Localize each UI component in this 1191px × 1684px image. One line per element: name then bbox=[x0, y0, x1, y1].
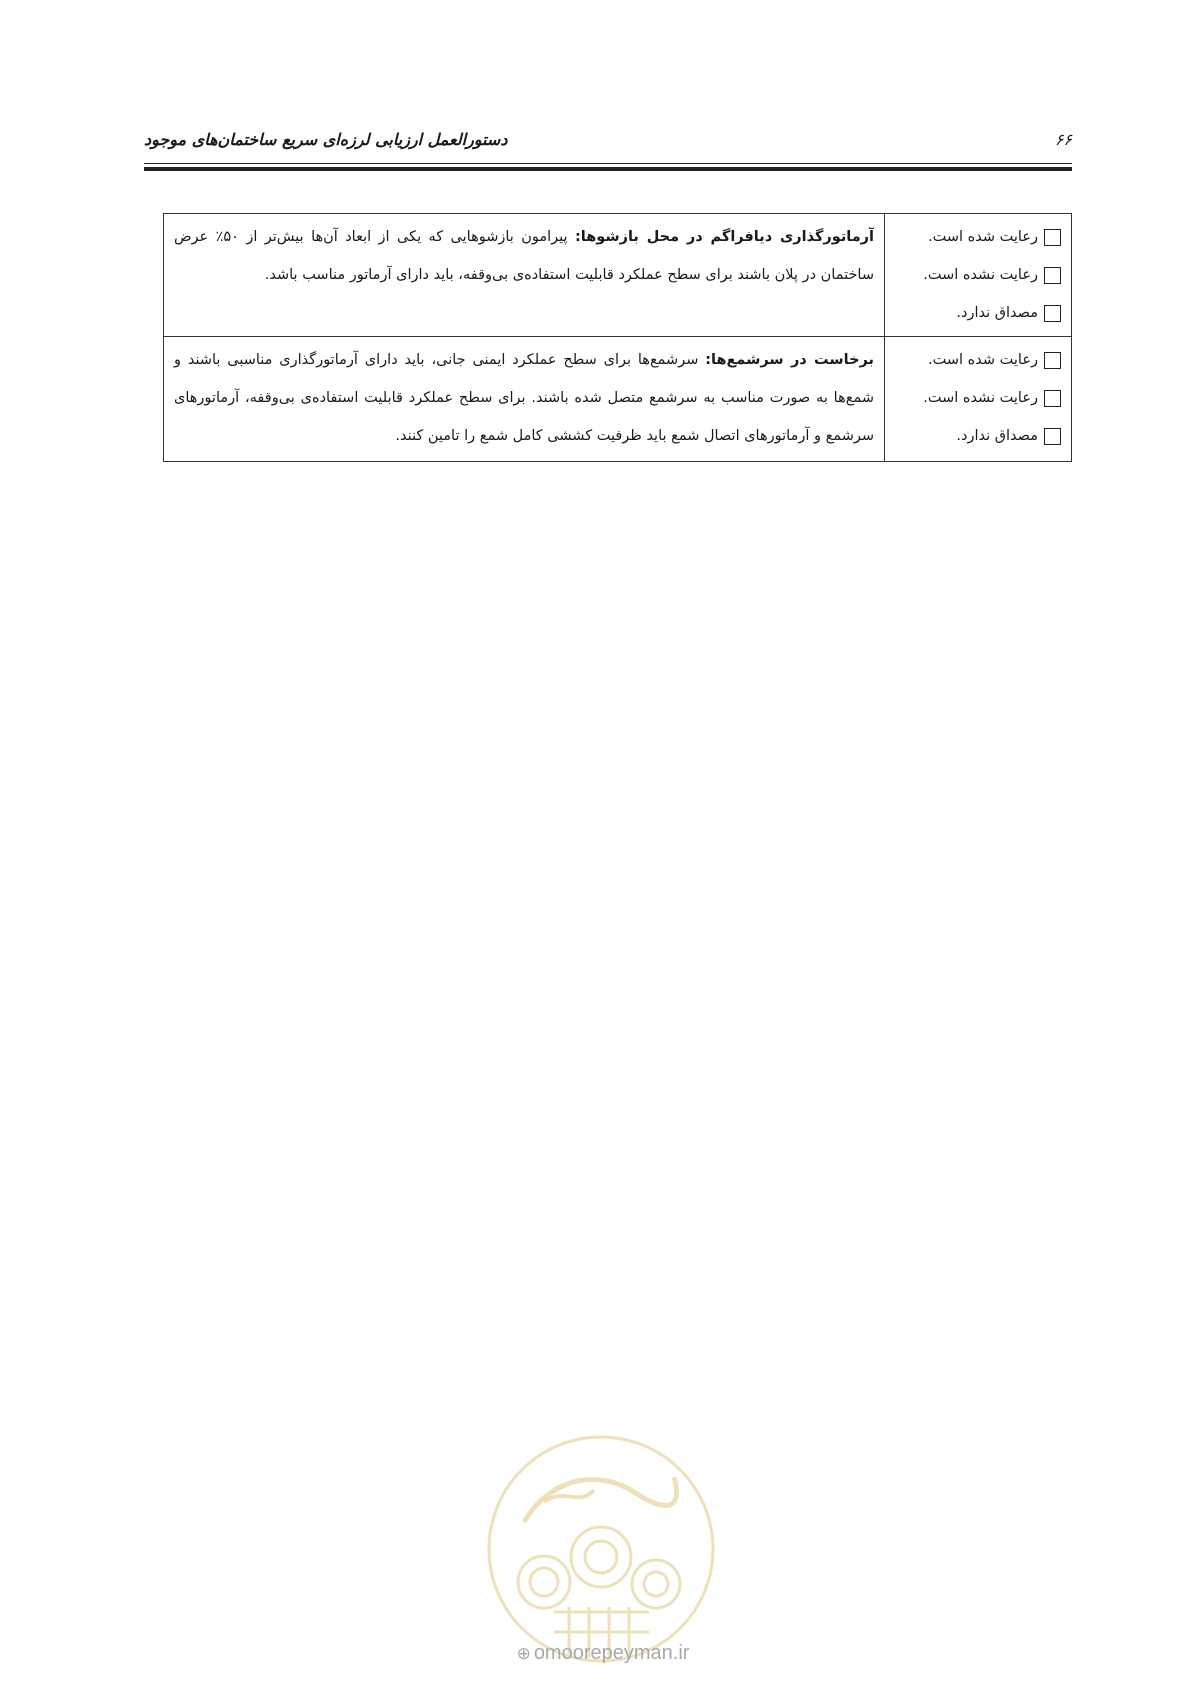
watermark-url: omoorepeyman.ir bbox=[533, 1642, 690, 1664]
option-label: مصداق ندارد. bbox=[956, 428, 1038, 444]
option-not-applicable[interactable] bbox=[891, 294, 1061, 332]
option-label: رعایت شده است. bbox=[928, 229, 1038, 245]
option-label: رعایت نشده است. bbox=[923, 267, 1038, 283]
watermark-site bbox=[493, 1642, 713, 1665]
item-title: برخاست در سرشمع‌ها: bbox=[705, 352, 874, 368]
checkbox[interactable] bbox=[1044, 267, 1061, 284]
watermark-seal-logo bbox=[484, 1432, 718, 1666]
checklist-row bbox=[164, 337, 1072, 462]
item-body: سرشمع‌ها برای سطح عملکرد ایمنی جانی، باید دارای آرماتورگذاری مناسبی باشند و شمع‌ها به صورت مناسب به سرشمع متصل شده باشند. برای سطح عملکرد قابلیت استفاده‌ی بی‌وقفه، آرماتورهای سرشمع و آرماتورهای اتصال شمع باید ظرفیت کششی کامل شمع را تامین کنند. bbox=[174, 352, 874, 444]
description-cell bbox=[164, 337, 885, 462]
checkbox[interactable] bbox=[1044, 390, 1061, 407]
checklist-row bbox=[164, 214, 1072, 337]
checklist-table bbox=[163, 213, 1072, 462]
item-body: پیرامون بازشوهایی که یکی از ابعاد آن‌ها بیش‌تر از ۵۰٪ عرض ساختمان در پلان باشند برای سطح عملکرد قابلیت استفاده‌ی بی‌وقفه، باید دارای آرماتور مناسب باشد. bbox=[174, 229, 874, 283]
checkbox[interactable] bbox=[1044, 428, 1061, 445]
description-cell bbox=[164, 214, 885, 337]
running-title: دستورالعمل ارزیابی لرزه‌ای سریع ساختمان‌های موجود bbox=[144, 130, 508, 149]
options-cell bbox=[885, 337, 1072, 462]
header-rule-thick bbox=[144, 167, 1072, 171]
item-title: آرماتورگذاری دیافراگم در محل بازشوها: bbox=[574, 229, 875, 245]
option-not-applicable[interactable] bbox=[891, 417, 1061, 455]
checkbox[interactable] bbox=[1044, 352, 1061, 369]
option-label: رعایت نشده است. bbox=[923, 390, 1038, 406]
checkbox[interactable] bbox=[1044, 305, 1061, 322]
page-header bbox=[144, 130, 1072, 160]
option-not-complied[interactable] bbox=[891, 256, 1061, 294]
option-not-complied[interactable] bbox=[891, 379, 1061, 417]
option-complied[interactable] bbox=[891, 341, 1061, 379]
options-cell bbox=[885, 214, 1072, 337]
option-label: مصداق ندارد. bbox=[956, 305, 1038, 321]
globe-icon: ⊕ bbox=[516, 1644, 531, 1663]
option-label: رعایت شده است. bbox=[928, 352, 1038, 368]
checkbox[interactable] bbox=[1044, 229, 1061, 246]
option-complied[interactable] bbox=[891, 218, 1061, 256]
header-rule-thin bbox=[144, 163, 1072, 164]
page-number: ۶۶ bbox=[1054, 130, 1072, 149]
